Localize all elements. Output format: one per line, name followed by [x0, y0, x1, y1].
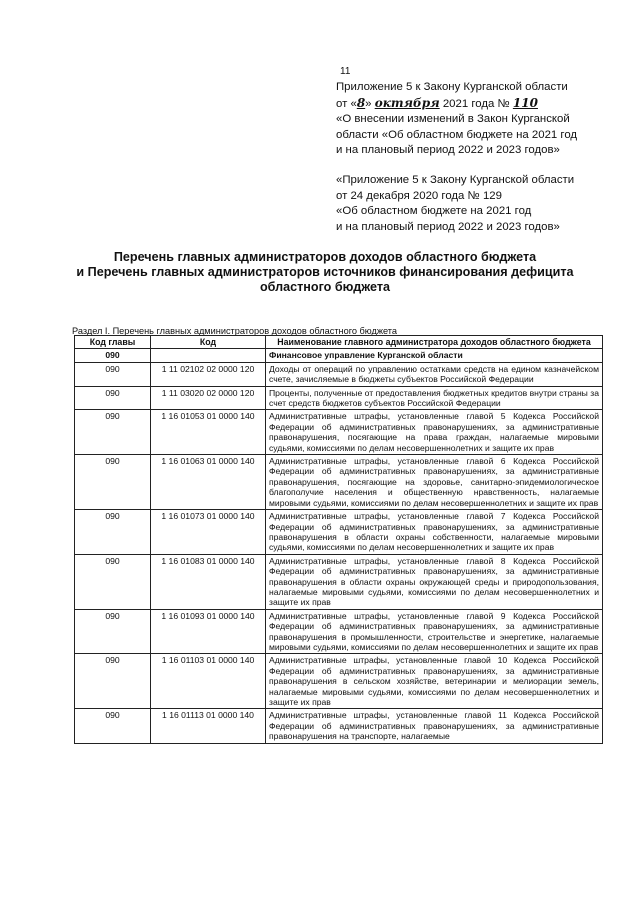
- table-row: [75, 654, 603, 709]
- title-line: и Перечень главных администраторов источников финансирования дефицита: [76, 265, 574, 279]
- document-title: [70, 250, 580, 295]
- handwritten-number: 110: [512, 95, 538, 110]
- handwritten-day: 8: [356, 95, 366, 110]
- revenue-administrators-table: [74, 335, 603, 744]
- title-line: Перечень главных администраторов доходов областного бюджета: [113, 250, 537, 264]
- cell-code: 1 11 03020 02 0000 120: [151, 386, 266, 410]
- appendix-header: [336, 80, 616, 235]
- header-date-prefix: от «: [336, 97, 357, 110]
- cell-head-code: 090: [75, 510, 151, 555]
- cell-name: Административные штрафы, установленные главой 6 Кодекса Российской Федерации об административных правонарушениях, за административные правонарушения, посягающие на здоровье, санитарно-эпидемиологическое благополучие населения и общественную нравственность, налагаемые мировыми судьями, комиссиями по делам несовершеннолетних и защите их прав: [266, 455, 603, 510]
- table-row: [75, 410, 603, 455]
- cell-name: Проценты, полученные от предоставления бюджетных кредитов внутри страны за счет средств бюджетов субъектов Российской Федерации: [266, 386, 603, 410]
- header-cell-name: Наименование главного администратора доходов областного бюджета: [266, 336, 603, 349]
- header-cell-head-code: Код главы: [75, 336, 151, 349]
- cell-code: 1 16 01053 01 0000 140: [151, 410, 266, 455]
- table-row: [75, 510, 603, 555]
- header-line: области «Об областном бюджете на 2021 год: [336, 128, 578, 141]
- table-row: [75, 709, 603, 743]
- header-cell-code: Код: [151, 336, 266, 349]
- header-date-line: [336, 96, 616, 113]
- header-line: и на плановый период 2022 и 2023 годов»: [336, 220, 560, 233]
- cell-head-code: 090: [75, 709, 151, 743]
- table-row: [75, 554, 603, 609]
- page-number: 11: [340, 66, 351, 77]
- header-line: «Приложение 5 к Закону Курганской области: [336, 173, 575, 186]
- cell-name: Административные штрафы, установленные главой 7 Кодекса Российской Федерации об административных правонарушениях, за административные правонарушения в области охраны собственности, налагаемые мировыми судьями, комиссиями по делам несовершеннолетних и защите их прав: [266, 510, 603, 555]
- handwritten-month: октября: [374, 95, 440, 110]
- admin-code-empty: [151, 349, 266, 362]
- admin-code: 090: [75, 349, 151, 362]
- cell-head-code: 090: [75, 455, 151, 510]
- header-line: Приложение 5 к Закону Курганской области: [336, 81, 568, 93]
- cell-name: Доходы от операций по управлению остатками средств на едином казначейском счете, зачисляемые в бюджеты субъектов Российской Федерации: [266, 362, 603, 386]
- header-line: от 24 декабря 2020 года № 129: [336, 189, 502, 202]
- header-date-year: 2021 года №: [442, 97, 510, 110]
- cell-name: Административные штрафы, установленные главой 10 Кодекса Российской Федерации об административных правонарушениях, за административные правонарушения в сельском хозяйстве, ветеринарии и мелиорации земель, налагаемые мировыми судьями, комиссиями по делам несовершеннолетних и защите их прав: [266, 654, 603, 709]
- cell-code: 1 16 01103 01 0000 140: [151, 654, 266, 709]
- header-date-mid: »: [365, 97, 372, 110]
- title-line: областного бюджета: [259, 280, 391, 294]
- header-line: «Об областном бюджете на 2021 год: [336, 205, 532, 218]
- table-header-row: [75, 336, 603, 349]
- table-row: [75, 362, 603, 386]
- admin-name: Финансовое управление Курганской области: [266, 349, 603, 362]
- cell-head-code: 090: [75, 654, 151, 709]
- cell-name: Административные штрафы, установленные главой 9 Кодекса Российской Федерации об административных правонарушениях, за административные правонарушения в промышленности, строительстве и энергетике, налагаемые мировыми судьями, комиссиями по делам несовершеннолетних и защите их прав: [266, 609, 603, 654]
- cell-code: 1 16 01083 01 0000 140: [151, 554, 266, 609]
- section-label: Раздел I. Перечень главных администраторов доходов областного бюджета: [72, 326, 398, 336]
- cell-code: 1 16 01063 01 0000 140: [151, 455, 266, 510]
- cell-name: Административные штрафы, установленные главой 5 Кодекса Российской Федерации об административных правонарушениях, за административные правонарушения, посягающие на права граждан, налагаемые мировыми судьями, комиссиями по делам несовершеннолетних и защите их прав: [266, 410, 603, 455]
- cell-head-code: 090: [75, 386, 151, 410]
- cell-code: 1 16 01113 01 0000 140: [151, 709, 266, 743]
- cell-code: 1 16 01093 01 0000 140: [151, 609, 266, 654]
- cell-code: 1 16 01073 01 0000 140: [151, 510, 266, 555]
- header-line: и на плановый период 2022 и 2023 годов»: [336, 144, 560, 157]
- cell-head-code: 090: [75, 362, 151, 386]
- admin-row: [75, 349, 603, 362]
- header-line: «О внесении изменений в Закон Курганской: [336, 113, 570, 126]
- cell-name: Административные штрафы, установленные главой 8 Кодекса Российской Федерации об административных правонарушениях, за административные правонарушения в области охраны окружающей среды и природопользования, налагаемые мировыми судьями, комиссиями по делам несовершеннолетних и защите их прав: [266, 554, 603, 609]
- cell-head-code: 090: [75, 554, 151, 609]
- cell-head-code: 090: [75, 410, 151, 455]
- cell-name: Административные штрафы, установленные главой 11 Кодекса Российской Федерации об административных правонарушениях, за административные правонарушения на транспорте, налагаемые: [266, 709, 603, 743]
- table-row: [75, 455, 603, 510]
- table-row: [75, 386, 603, 410]
- cell-code: 1 11 02102 02 0000 120: [151, 362, 266, 386]
- cell-head-code: 090: [75, 609, 151, 654]
- table-row: [75, 609, 603, 654]
